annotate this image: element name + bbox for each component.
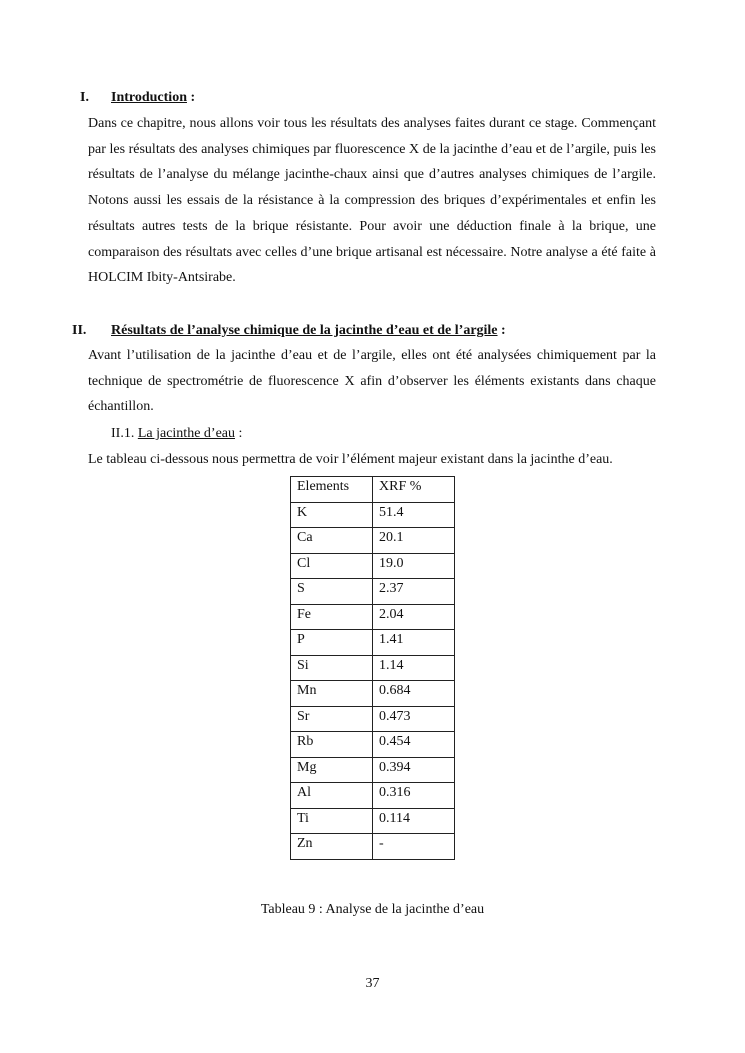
table-caption: Tableau 9 : Analyse de la jacinthe d’eau bbox=[260, 902, 485, 917]
table-row bbox=[291, 502, 455, 528]
xrf-value-cell: 1.14 bbox=[373, 655, 455, 681]
element-cell: Zn bbox=[291, 834, 373, 860]
element-cell: Rb bbox=[291, 732, 373, 758]
element-cell: S bbox=[291, 579, 373, 605]
table-row bbox=[291, 808, 455, 834]
xrf-value-cell: 0.114 bbox=[373, 808, 455, 834]
element-cell: K bbox=[291, 502, 373, 528]
table-row bbox=[291, 553, 455, 579]
element-cell: P bbox=[291, 630, 373, 656]
table-row bbox=[291, 528, 455, 554]
xrf-value-cell: 1.41 bbox=[373, 630, 455, 656]
xrf-value-cell: 2.04 bbox=[373, 604, 455, 630]
subsection-number: II.1. bbox=[111, 426, 135, 441]
xrf-value-cell: 20.1 bbox=[373, 528, 455, 554]
table-row bbox=[291, 834, 455, 860]
table-row bbox=[291, 681, 455, 707]
page-number: 37 bbox=[365, 976, 380, 991]
element-cell: Ti bbox=[291, 808, 373, 834]
xrf-value-cell: 2.37 bbox=[373, 579, 455, 605]
element-cell: Ca bbox=[291, 528, 373, 554]
element-cell: Si bbox=[291, 655, 373, 681]
xrf-table bbox=[290, 476, 455, 860]
element-cell: Fe bbox=[291, 604, 373, 630]
table-row bbox=[291, 757, 455, 783]
xrf-value-cell: 19.0 bbox=[373, 553, 455, 579]
section-1-title: Introduction bbox=[111, 90, 187, 105]
table-row bbox=[291, 655, 455, 681]
element-cell: Mg bbox=[291, 757, 373, 783]
section-1-title-suffix: : bbox=[186, 90, 196, 105]
subsection-title-suffix: : bbox=[235, 426, 243, 441]
section-2-paragraph: Avant l’utilisation de la jacinthe d’eau et de l’argile, elles ont été analysées chimiquement par la technique de spectrométrie de fluorescence X afin d’observer les éléments existants dans chaque échantillon. bbox=[88, 348, 656, 415]
table-row bbox=[291, 732, 455, 758]
element-cell: Mn bbox=[291, 681, 373, 707]
table-row bbox=[291, 579, 455, 605]
element-cell: Cl bbox=[291, 553, 373, 579]
xrf-value-cell: - bbox=[373, 834, 455, 860]
section-1-number: I. bbox=[80, 90, 89, 105]
subsection-title: La jacinthe d’eau bbox=[137, 426, 235, 441]
xrf-value-cell: 0.316 bbox=[373, 783, 455, 809]
section-2-title-suffix: : bbox=[497, 323, 506, 338]
xrf-value-cell: 0.684 bbox=[373, 681, 455, 707]
xrf-value-cell: 0.473 bbox=[373, 706, 455, 732]
xrf-value-cell: 51.4 bbox=[373, 502, 455, 528]
introduction-paragraph: Dans ce chapitre, nous allons voir tous les résultats des analyses faites durant ce stage. Commençant par les résultats des analyses chimiques par fluorescence X de la jacinthe d’eau et de l’argile, puis les résultats de l’analyse du mélange jacinthe-chaux ainsi que d’autres analyses chimiques de l’argile. Notons aussi les essais de la résistance à la compression des briques d’expérimentales et enfin les résultats autres tests de la brique résistante. Pour avoir une déduction finale à la brique, une comparaison des résultats avec celles d’une brique artisanal est nécessaire. Notre analyse a été faite à HOLCIM Ibity-Antsirabe. bbox=[88, 116, 656, 286]
table-row bbox=[291, 706, 455, 732]
table-row bbox=[291, 783, 455, 809]
xrf-value-cell: 0.454 bbox=[373, 732, 455, 758]
table-row bbox=[291, 604, 455, 630]
table-header-row bbox=[291, 477, 455, 503]
element-cell: Al bbox=[291, 783, 373, 809]
table-header-cell: XRF % bbox=[373, 477, 455, 503]
table-header-cell: Elements bbox=[291, 477, 373, 503]
subsection-heading bbox=[111, 425, 242, 443]
section-2-number: II. bbox=[72, 323, 87, 338]
table-row bbox=[291, 630, 455, 656]
table-intro-text: Le tableau ci-dessous nous permettra de voir l’élément majeur existant dans la jacinthe d’eau. bbox=[88, 452, 613, 467]
xrf-value-cell: 0.394 bbox=[373, 757, 455, 783]
element-cell: Sr bbox=[291, 706, 373, 732]
section-2-title: Résultats de l’analyse chimique de la jacinthe d’eau et de l’argile bbox=[111, 323, 498, 338]
